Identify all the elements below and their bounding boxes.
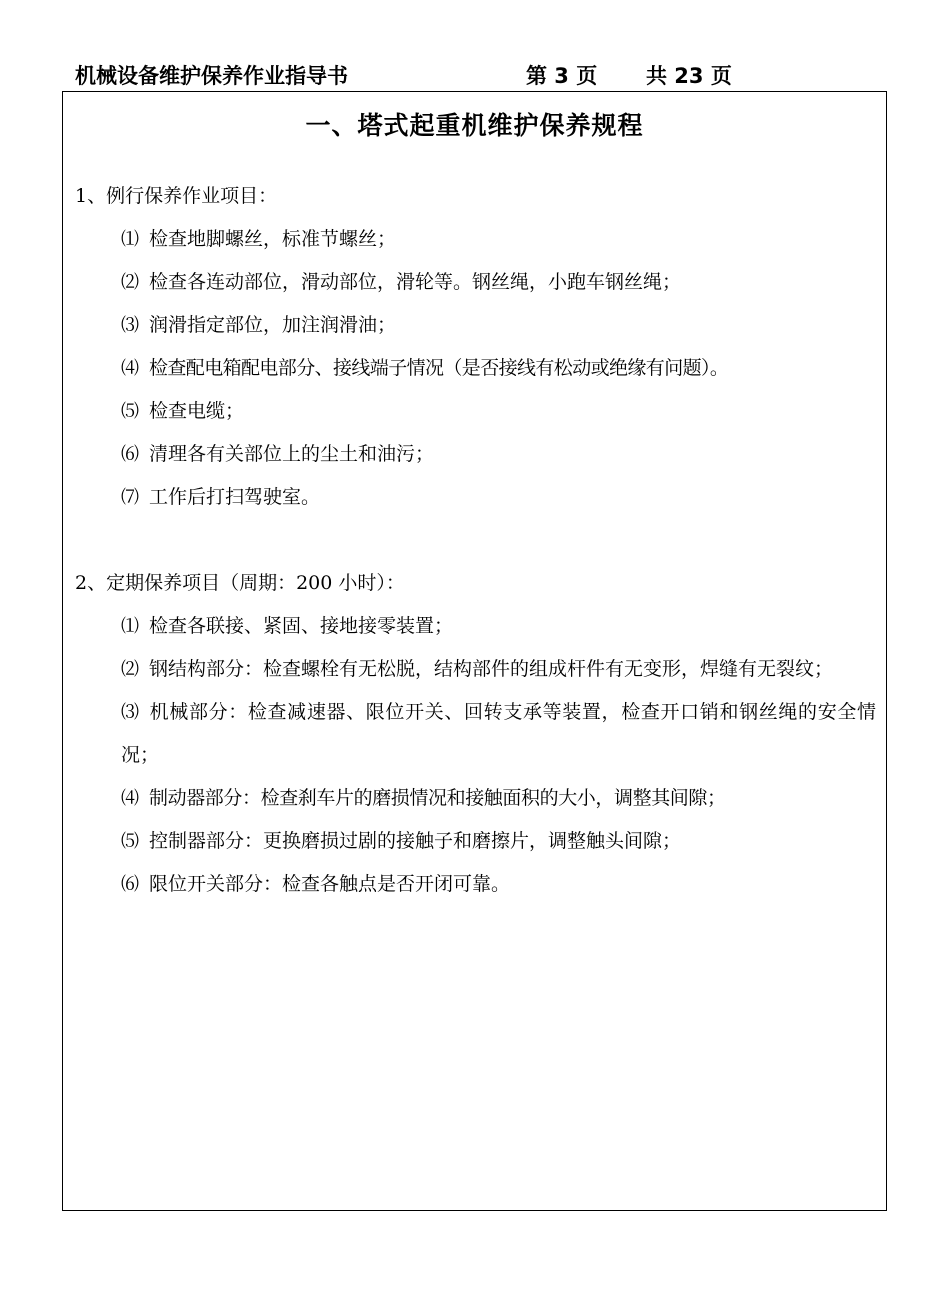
header-total-pages: 共 23 页 <box>646 64 732 88</box>
item-number: ⑸ <box>121 401 139 422</box>
item-text: 检查各连动部位，滑动部位，滑轮等。钢丝绳，小跑车钢丝绳； <box>149 271 682 293</box>
list-item <box>121 261 876 304</box>
item-list <box>75 605 876 906</box>
item-text: 润滑指定部位，加注润滑油； <box>149 314 397 336</box>
list-item <box>121 691 876 777</box>
page-header <box>0 60 950 90</box>
list-item <box>121 863 876 906</box>
item-number: ⑷ <box>121 358 139 379</box>
list-item <box>121 433 876 476</box>
item-number: ⑶ <box>121 315 139 336</box>
section-heading: 1、例行保养作业项目： <box>75 185 278 207</box>
list-item <box>121 347 876 390</box>
item-text: 制动器部分：检查刹车片的磨损情况和接触面积的大小，调整其间隙； <box>149 787 726 809</box>
item-text: 钢结构部分：检查螺栓有无松脱，结构部件的组成杆件有无变形，焊缝有无裂纹； <box>149 658 834 680</box>
item-text: 检查电缆； <box>149 400 245 422</box>
list-item <box>121 304 876 347</box>
item-text: 工作后打扫驾驶室。 <box>149 486 321 508</box>
item-number: ⑵ <box>121 272 139 293</box>
section-heading: 2、定期保养项目（周期：200 小时）： <box>75 572 405 594</box>
list-item <box>121 218 876 261</box>
item-number: ⑴ <box>121 229 139 250</box>
header-document-title: 机械设备维护保养作业指导书 <box>75 64 348 88</box>
item-text: 检查配电箱配电部分、接线端子情况（是否接线有松动或绝缘有问题）。 <box>149 357 729 379</box>
section-routine-maintenance <box>75 175 876 519</box>
list-item <box>121 820 876 863</box>
item-number: ⑺ <box>121 487 139 508</box>
item-number: ⑹ <box>121 444 139 465</box>
item-number: ⑶ <box>121 702 139 723</box>
header-page-number: 第 3 页 <box>526 64 598 88</box>
list-item <box>121 648 876 691</box>
item-list <box>75 218 876 519</box>
item-number: ⑸ <box>121 831 139 852</box>
item-text: 检查各联接、紧固、接地接零装置； <box>149 615 454 637</box>
item-text: 机械部分：检查减速器、限位开关、回转支承等装置，检查开口销和钢丝绳的安全情况； <box>121 701 876 766</box>
item-text: 检查地脚螺丝，标准节螺丝； <box>149 228 397 250</box>
list-item <box>121 390 876 433</box>
content-box <box>62 91 887 1211</box>
item-number: ⑵ <box>121 659 139 680</box>
item-text: 控制器部分：更换磨损过剧的接触子和磨擦片，调整触头间隙； <box>149 830 682 852</box>
document-title: 一、塔式起重机维护保养规程 <box>305 111 644 140</box>
item-number: ⑹ <box>121 874 139 895</box>
list-item <box>121 777 876 820</box>
item-number: ⑴ <box>121 616 139 637</box>
list-item <box>121 605 876 648</box>
list-item <box>121 476 876 519</box>
item-number: ⑷ <box>121 788 139 809</box>
item-text: 限位开关部分：检查各触点是否开闭可靠。 <box>149 873 511 895</box>
section-periodic-maintenance <box>75 562 876 906</box>
item-text: 清理各有关部位上的尘土和油污； <box>149 443 435 465</box>
